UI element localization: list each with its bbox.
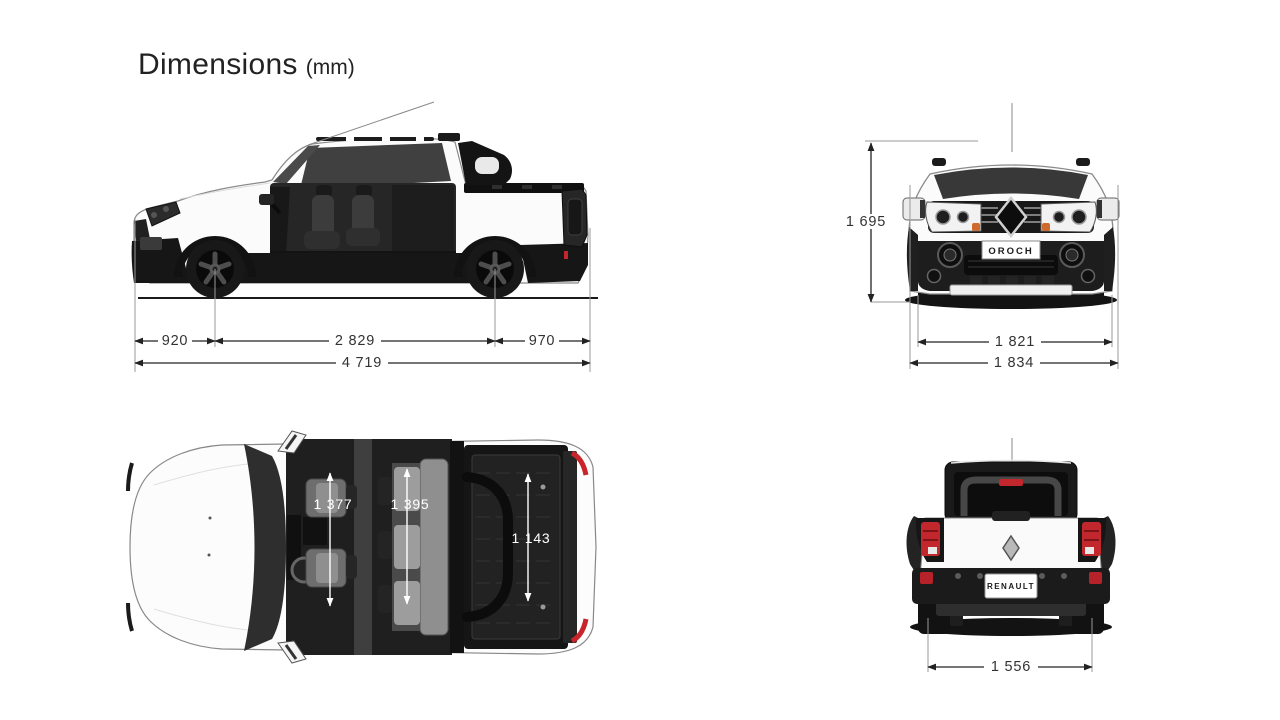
oroch-badge: OROCH (988, 246, 1034, 257)
dim-overall-height: 1 695 (845, 214, 887, 230)
rear-bench-top (378, 459, 448, 635)
rear-license-plate (985, 574, 1037, 598)
headlight-left (926, 202, 981, 232)
door-mirror-side (259, 194, 274, 205)
front-license-plate (982, 241, 1040, 259)
dim-wheelbase: 2 829 (334, 333, 376, 349)
side-view-car (132, 102, 588, 298)
indicator-right (1042, 223, 1050, 231)
brake-light (999, 479, 1023, 486)
top-view-illustration (120, 425, 610, 670)
title-text: Dimensions (138, 48, 298, 81)
dim-bed-width: 1 143 (511, 530, 551, 546)
top-view-car (128, 431, 596, 663)
front-view-car (903, 103, 1119, 303)
headlight-right (1041, 202, 1096, 232)
tailgate-handle (992, 511, 1030, 521)
side-view-illustration (120, 95, 610, 390)
side-dimensions (135, 333, 590, 371)
title-unit: (mm) (305, 56, 355, 79)
side-windows (300, 143, 451, 189)
dim-rear-cabin-width: 1 395 (390, 496, 430, 512)
cargo-bed-top (464, 445, 568, 649)
dim-width-body: 1 821 (994, 334, 1036, 350)
indicator-left (972, 223, 980, 231)
dim-width-overall: 1 834 (993, 355, 1035, 371)
skid-plate (950, 285, 1072, 295)
renault-badge: RENAULT (986, 582, 1036, 591)
dim-front-cabin-width: 1 377 (313, 496, 353, 512)
rear-view-illustration (830, 430, 1130, 690)
page-title (138, 48, 355, 82)
dim-overall-length: 4 719 (341, 355, 383, 371)
front-view-illustration (830, 95, 1130, 390)
tailgate-top (563, 451, 577, 643)
dim-front-overhang: 920 (161, 333, 189, 349)
red-reflector (564, 251, 568, 259)
rear-view-car (907, 461, 1116, 635)
dim-rear-track: 1 556 (990, 659, 1032, 675)
dim-rear-overhang: 970 (528, 333, 556, 349)
